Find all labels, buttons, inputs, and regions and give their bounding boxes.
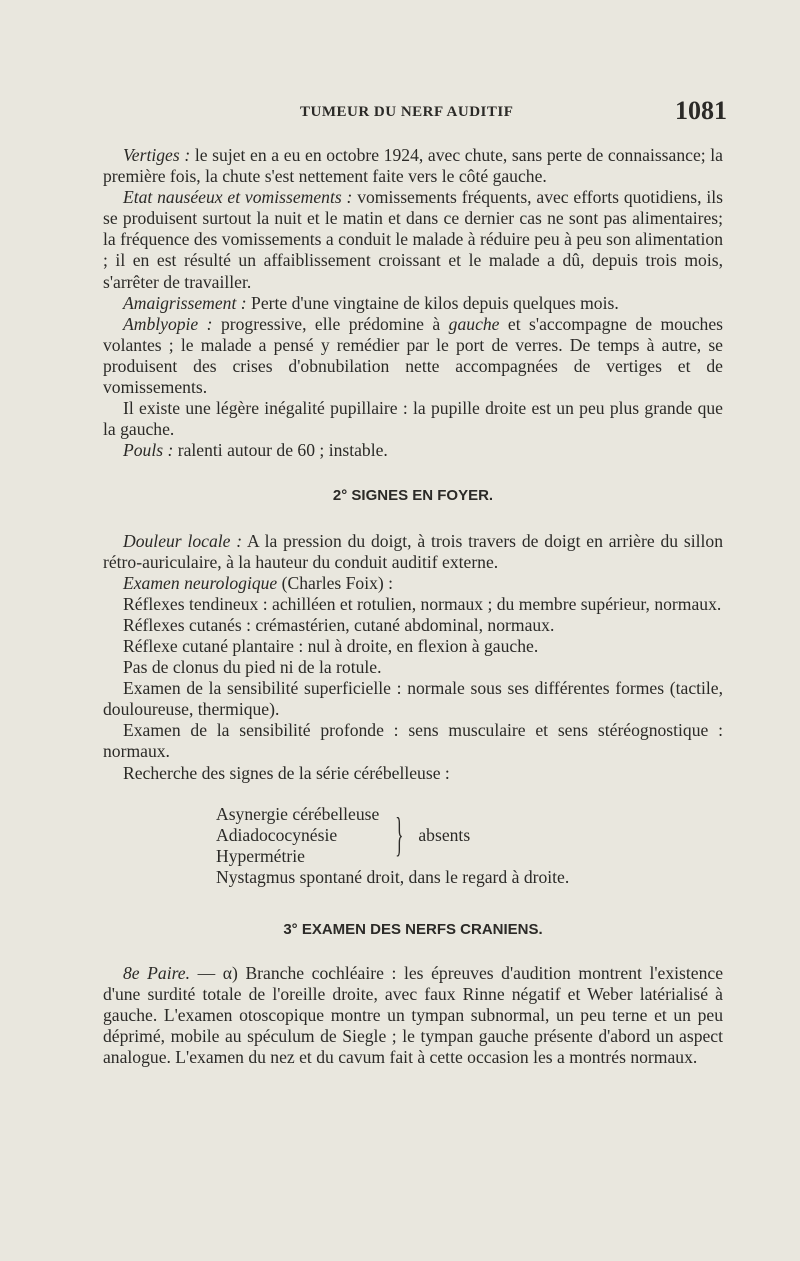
paragraph-reflexes-tendineux: Réflexes tendineux : achilléen et rotulien, normaux ; du membre supérieur, normaux.	[123, 593, 722, 614]
cerebellar-signs-label: absents	[418, 824, 471, 845]
paragraph-amblyopie: Amblyopie : progressive, elle prédomine à gauche et s'accompagne de mouches volantes ; le malade a pensé y remédier par le port de verres. De temps à autre, se produisent des crises d'obnubilation nette accompagnées de vertiges et de vomissements.	[103, 313, 724, 398]
right-brace: }	[395, 808, 404, 862]
running-head: TUMEUR DU NERF AUDITIF	[300, 104, 514, 120]
paragraph-pouls: Pouls : ralenti autour de 60 ; instable.	[123, 440, 388, 461]
paragraph-etat-nauseeux: Etat nauséeux et vomissements : vomissements fréquents, avec efforts quotidiens, ils se produisent surtout la nuit et le matin et dans ce dernier cas ne sont pas alimentaires; la fréquence des vomissements a conduit le malade à réduire peu à peu son alimentation ; il en est résulté un affaiblissement croissant et le malade a dû, depuis trois mois, s'arrêter de travailler.	[103, 187, 723, 292]
body-text	[103, 145, 723, 1068]
paragraph-sensibilite-profonde: Examen de la sensibilité profonde : sens musculaire et sens stéréognostique : normaux.	[103, 720, 723, 762]
list-item: Asynergie cérébelleuse	[216, 803, 380, 824]
paragraph-pupille: Il existe une légère inégalité pupillaire : la pupille droite est un peu plus grande que la gauche.	[103, 398, 723, 440]
page-number: 1081	[675, 96, 727, 125]
paragraph-clonus: Pas de clonus du pied ni de la rotule.	[123, 657, 382, 678]
paragraph-sensibilite-superficielle: Examen de la sensibilité superficielle : normale sous ses différentes formes (tactile, douloureuse, thermique).	[103, 678, 723, 720]
list-item: Adiadococynésie	[216, 824, 338, 845]
paragraph-amaigrissement: Amaigrissement : Perte d'une vingtaine de kilos depuis quelques mois.	[123, 292, 619, 313]
section-title-nerfs-craniens: 3° EXAMEN DES NERFS CRANIENS.	[283, 920, 543, 938]
paragraph-vertiges: Vertiges : le sujet en a eu en octobre 1924, avec chute, sans perte de connaissance; la première fois, la chute s'est nettement faite vers le côté gauche.	[103, 145, 723, 187]
paragraph-douleur-locale: Douleur locale : A la pression du doigt, à trois travers de doigt en arrière du sillon rétro-auriculaire, à la hauteur du conduit auditif externe.	[103, 530, 723, 572]
paragraph-8e-paire: 8e Paire. — α) Branche cochléaire : les épreuves d'audition montrent l'existence d'une surdité totale de l'oreille droite, avec faux Rinne négatif et Weber latérialisé à gauche. L'examen otoscopique montre un tympan subnormal, un peu terne et un peu déprimé, mobile au spéculum de Siegle ; le tympan gauche présente d'abord un aspect analogue. L'examen du nez et du cavum fait à cette occasion les a montrés normaux.	[103, 962, 724, 1068]
cerebellar-signs-list	[216, 804, 379, 867]
paragraph-examen-neurologique: Examen neurologique (Charles Foix) :	[123, 572, 394, 593]
paragraph-serie-cerebelleuse: Recherche des signes de la série cérébelleuse :	[123, 762, 450, 783]
paragraph-nystagmus: Nystagmus spontané droit, dans le regard à droite.	[216, 866, 570, 887]
paragraph-reflexe-plantaire: Réflexe cutané plantaire : nul à droite, en flexion à gauche.	[123, 635, 539, 656]
paragraph-reflexes-cutanes: Réflexes cutanés : crémastérien, cutané abdominal, normaux.	[123, 614, 555, 635]
cerebellar-signs-group	[216, 804, 723, 867]
section-title-signes-en-foyer: 2° SIGNES EN FOYER.	[332, 487, 494, 505]
list-item: Hypermétrie	[216, 845, 305, 866]
